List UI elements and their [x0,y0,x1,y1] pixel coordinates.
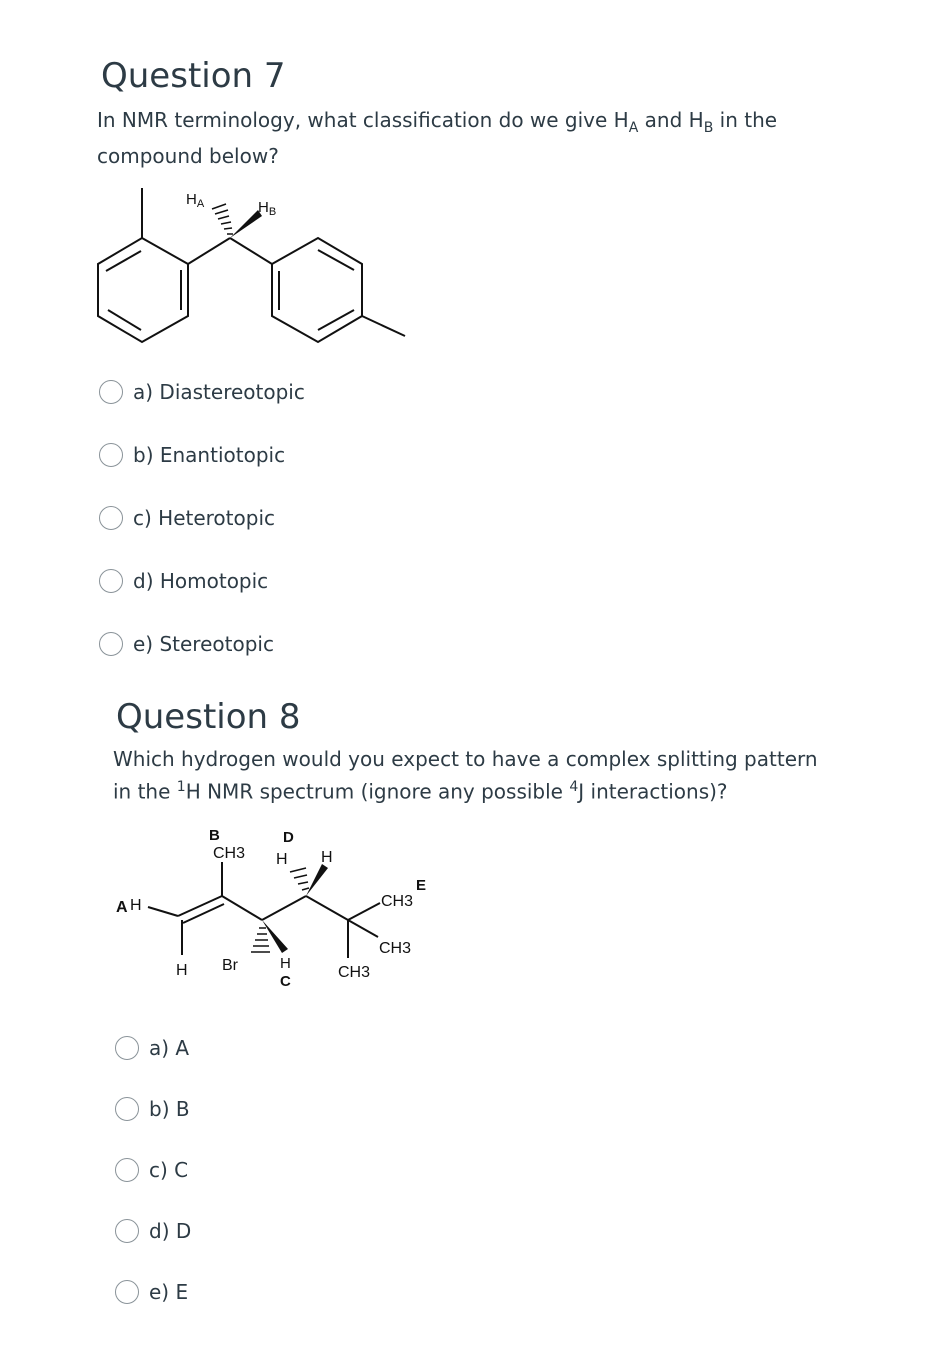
q7-option-b-label: b) Enantiotopic [133,443,286,467]
q7-hb-label: $H_B$ [258,199,277,218]
q8-option-d[interactable] [115,1216,191,1246]
q7-option-c[interactable] [99,503,275,533]
q7-option-c-label: c) Heterotopic [133,506,275,530]
q8-option-b-radio[interactable] [115,1097,139,1121]
q7-option-d[interactable] [99,566,268,596]
q8-label-b-ch3: CH3 [213,845,246,862]
q7-sub-a: A [628,120,639,136]
question-7-text [97,106,857,170]
q8-sup-1: 1 [176,779,186,795]
q8-label-d-h: H [276,851,288,868]
q7-option-e[interactable] [99,629,274,659]
q8-option-e-radio[interactable] [115,1280,139,1304]
q8-option-a-radio[interactable] [115,1036,139,1060]
q7-option-e-radio[interactable] [99,632,123,656]
q7-option-d-radio[interactable] [99,569,123,593]
q8-label-b-letter: B [209,827,220,844]
q8-label-a-letter: A [116,899,128,916]
q7-ha-label: $H_A$ [186,191,205,210]
q8-option-e[interactable] [115,1277,188,1307]
q8-option-c-radio[interactable] [115,1158,139,1182]
q8-text-1: Which hydrogen would you expect to have a complex splitting pattern in the [113,747,818,804]
q7-text-before: In NMR terminology, what classification do we give H [97,108,629,132]
question-7-title: Question 7 [101,56,286,96]
q8-option-a-label: a) A [149,1036,190,1060]
q7-text-after: in the compound below? [97,108,778,168]
q8-label-h-bottom: H [176,962,188,979]
q8-label-c-h: H [280,955,291,972]
q7-option-d-label: d) Homotopic [133,569,269,593]
q8-option-b-label: b) B [149,1097,190,1121]
q8-label-e-ch3: CH3 [381,893,414,910]
q7-option-e-label: e) Stereotopic [133,632,274,656]
q8-label-ch3-right: CH3 [379,940,412,957]
q8-option-b[interactable] [115,1094,190,1124]
q7-option-a-label: a) Diastereotopic [133,380,305,404]
q8-label-c-letter: C [280,973,291,990]
q8-label-a-h: H [130,897,142,914]
q8-text-2: H NMR spectrum (ignore any possible [185,779,570,804]
q7-option-c-radio[interactable] [99,506,123,530]
q8-label-h-wedge: H [321,849,333,866]
q8-option-d-radio[interactable] [115,1219,139,1243]
q8-label-br: Br [222,957,238,974]
q7-structure-diagram [90,180,420,355]
q7-option-b[interactable] [99,440,285,470]
question-8-text [113,745,833,806]
q8-structure-diagram [110,820,440,995]
q7-option-a-radio[interactable] [99,380,123,404]
q8-option-e-label: e) E [149,1280,189,1304]
q8-label-e-letter: E [416,877,427,894]
q8-label-d-letter: D [283,829,294,846]
question-8-title: Question 8 [116,697,301,737]
q7-sub-b: B [703,120,714,136]
q8-label-ch3-bottom: CH3 [338,964,371,981]
q8-option-d-label: d) D [149,1219,192,1243]
q8-option-c-label: c) C [149,1158,189,1182]
q7-option-b-radio[interactable] [99,443,123,467]
q8-text-3: J interactions)? [578,779,728,804]
q8-option-a[interactable] [115,1033,189,1063]
q7-option-a[interactable] [99,377,305,407]
q8-sup-2: 4 [569,779,579,795]
q7-text-mid: and H [638,108,704,132]
q8-option-c[interactable] [115,1155,188,1185]
